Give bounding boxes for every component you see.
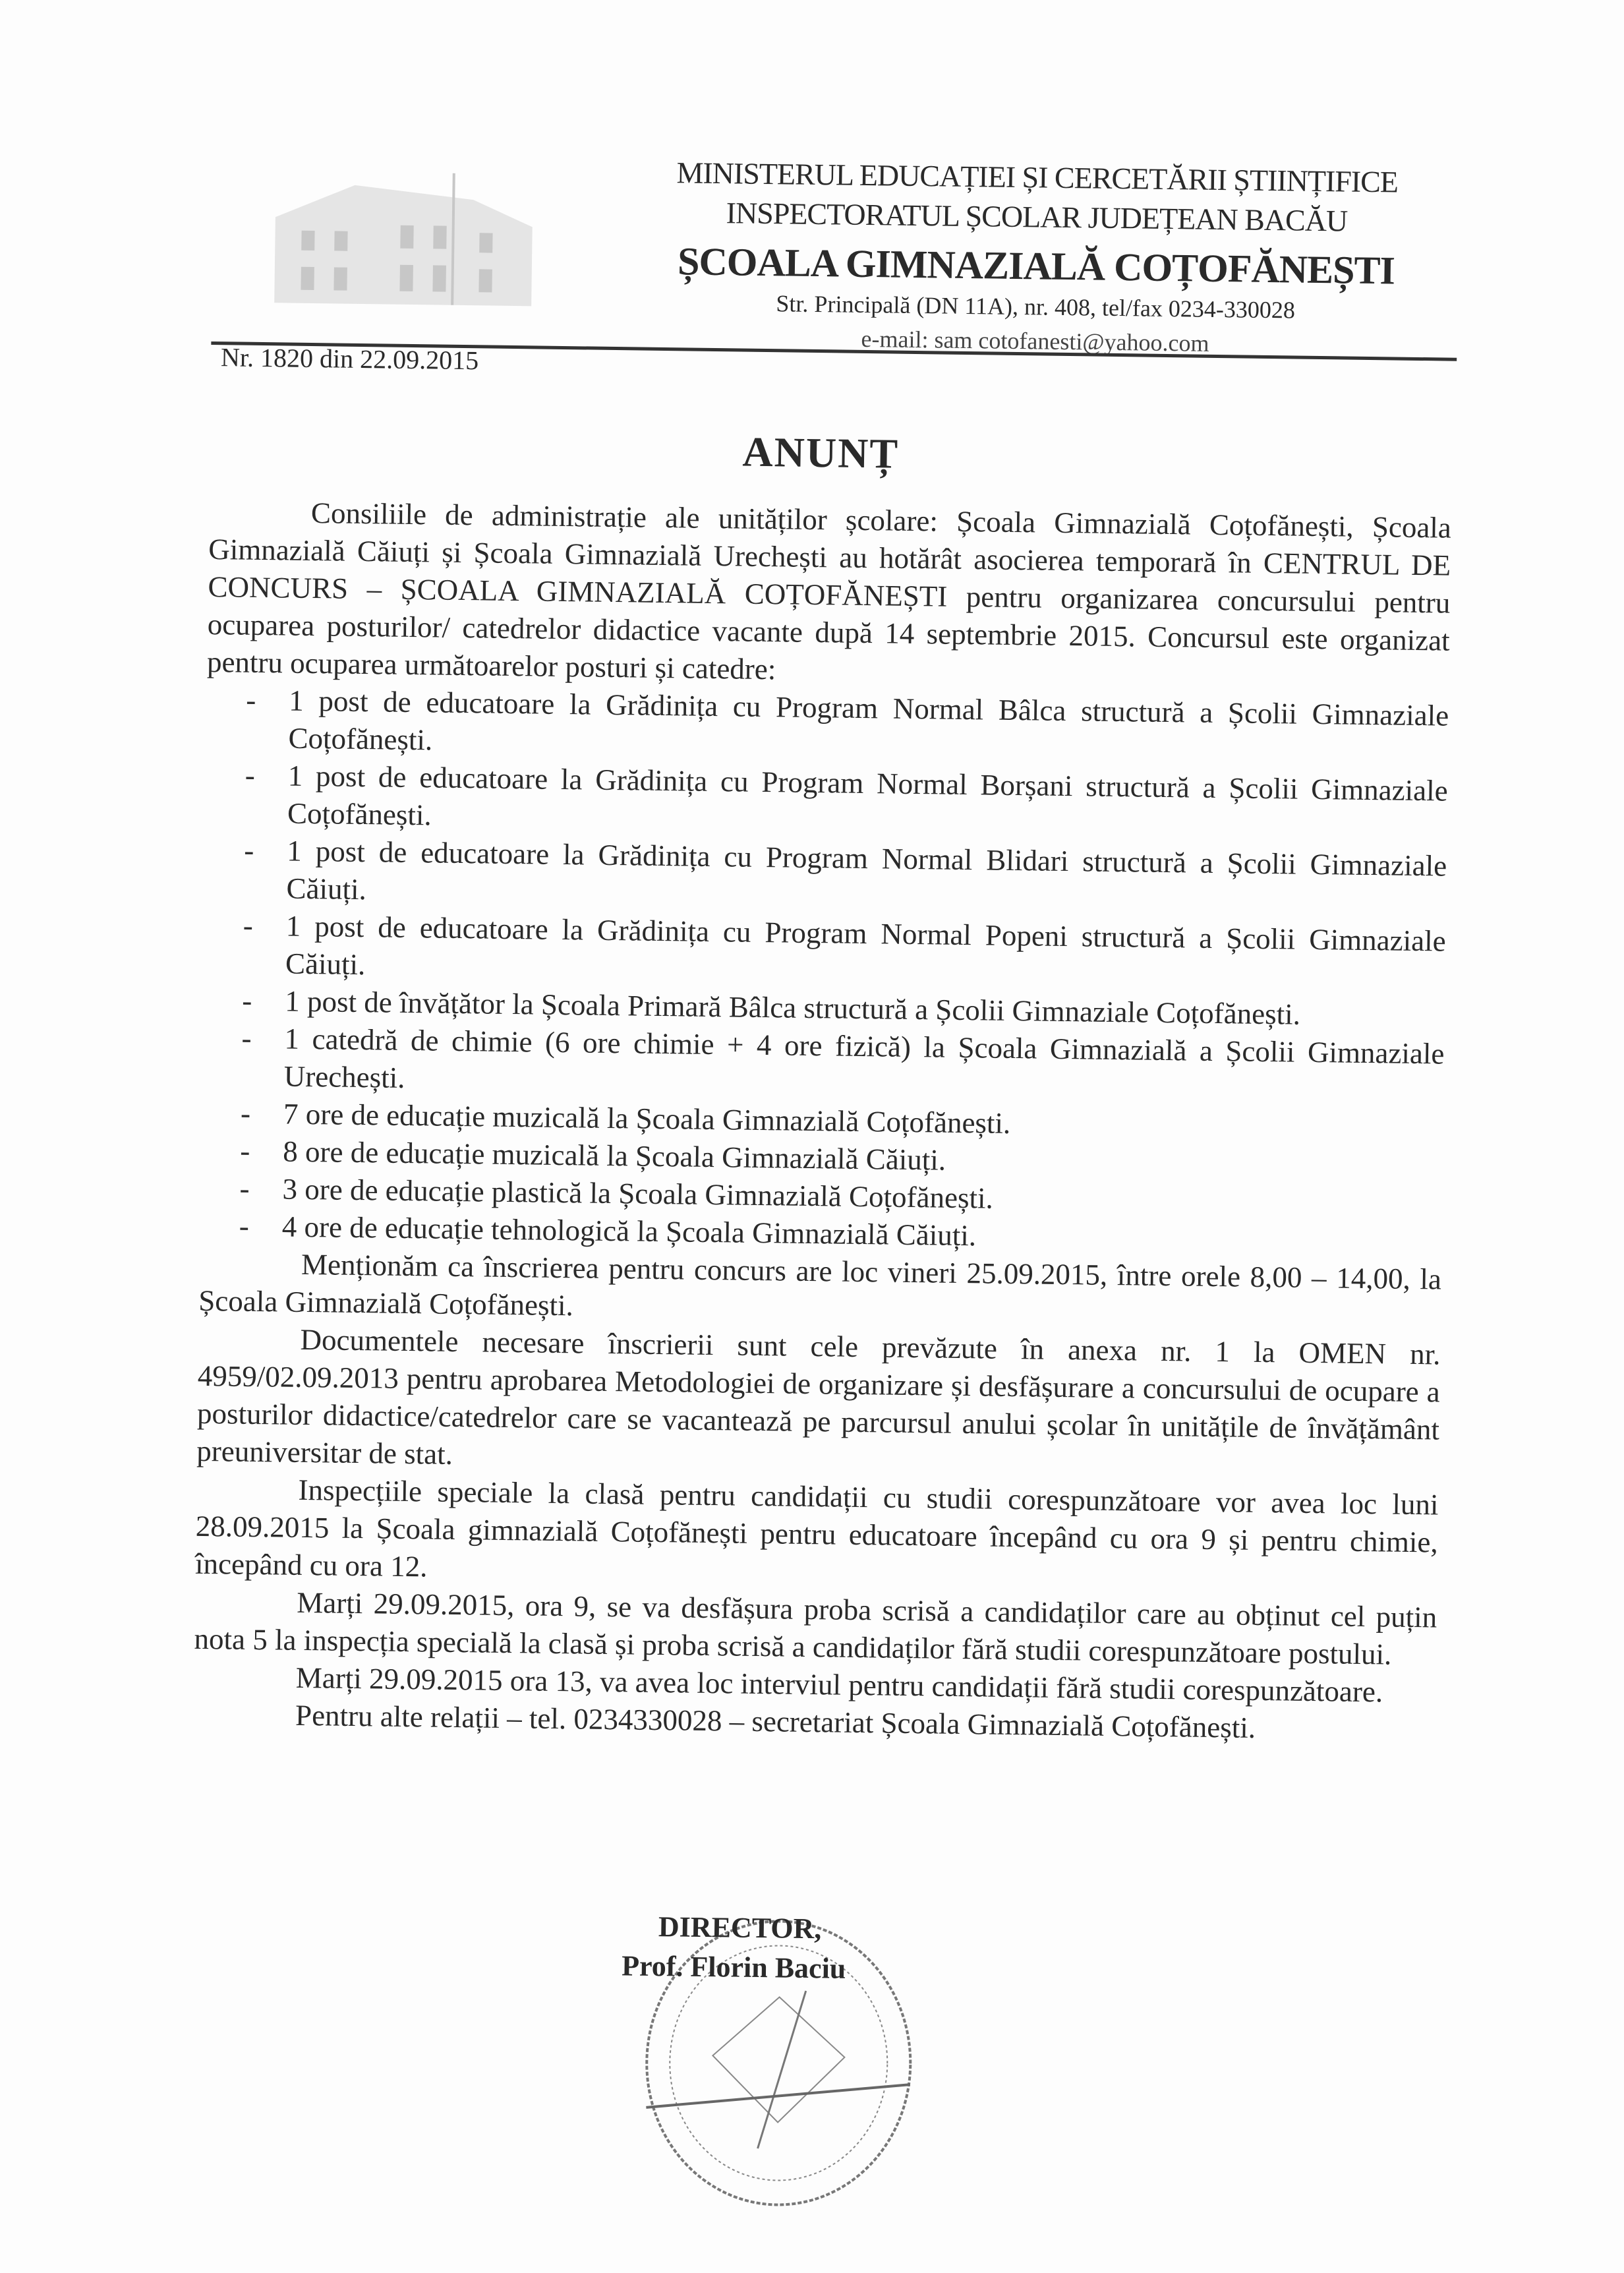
documents-paragraph: Documentele necesare înscrierii sunt cele prevăzute în anexa nr. 1 la OMEN nr. 4959/02.09.2013 pentru aprobarea Metodologiei de organizare și desfășurare a concursului de ocupare a posturilor didactice/catedrelor care se vacantează pe parcursul anului școlar în unitățile de învățământ preuniversitar de stat. <box>196 1322 1441 1471</box>
registration-paragraph: Menționăm ca înscrierea pentru concurs are loc vineri 25.09.2015, între orele 8,00 – 14,00, la Școala Gimnazială Coțofănești. <box>198 1247 1442 1322</box>
list-item: - 1 post de educatoare la Grădinița cu Program Normal Popeni structură a Școlii Gimnaziale Căiuți. <box>243 908 1446 982</box>
list-item: - 1 post de educatoare la Grădinița cu Program Normal Bâlca structură a Școlii Gimnaziale Coțofănești. <box>245 683 1449 757</box>
intro-paragraph: Consiliile de administrație ale unităților școlare: Școala Gimnazială Coțofănești, Școala Gimnazială Căiuți și Școala Gimnazială Urechești au hotărât asocierea temporară în CENTRUL DE CONCURS – ȘCOALA GIMNAZIALĂ COȚOFĂNEȘTI pentru organizarea concursului pentru ocuparea posturilor/ catedrelor didactice vacante după 14 septembrie 2015. Concursul este organizat pentru ocuparea următoarelor posturi și catedre: <box>206 496 1452 686</box>
signature-name: Prof. Florin Baciu <box>621 1949 846 1985</box>
positions-list <box>199 681 1449 1261</box>
list-item: - 1 post de educatoare la Grădinița cu Program Normal Blidari structură a Școlii Gimnaziale Căiuți. <box>243 833 1447 906</box>
ministry-name: MINISTERUL EDUCAȚIEI ȘI CERCETĂRII ȘTIINȚIFICE <box>676 156 1399 199</box>
school-name: ȘCOALA GIMNAZIALĂ COȚOFĂNEȘTI <box>677 239 1395 293</box>
inspections-paragraph: Inspecțiile speciale la clasă pentru candidații cu studii corespunzătoare vor avea loc luni 28.09.2015 la Școala gimnazială Coțofănești pentru educatoare începând cu ora 9 și pentru chimie, începând cu ora 12. <box>194 1473 1439 1583</box>
list-item: - 4 ore de educație tehnologică la Școala Gimnazială Căiuți. <box>239 1209 977 1253</box>
list-item: - 8 ore de educație muzicală la Școala Gimnazială Căiuți. <box>240 1134 946 1177</box>
list-item: - 7 ore de educație muzicală la Școala Gimnazială Coțofănești. <box>240 1096 1011 1140</box>
written-test-paragraph: Marți 29.09.2015, ora 9, se va desfășura proba scrisă a candidaților care au obținut cel puțin nota 5 la inspecția specială la clasă și proba scrisă a candidaților fără studii corespunzătoare postului. <box>194 1585 1437 1671</box>
list-item: - 3 ore de educație plastică la Școala Gimnazială Coțofănești. <box>239 1171 994 1215</box>
signature-role: DIRECTOR, <box>658 1910 822 1945</box>
announcement-body <box>193 493 1451 1750</box>
school-building-logo <box>254 158 546 313</box>
registration-number: Nr. 1820 din 22.09.2015 <box>220 342 479 376</box>
school-address: Str. Principală (DN 11A), nr. 408, tel/fax 0234-330028 <box>776 290 1296 324</box>
interview-paragraph: Marți 29.09.2015 ora 13, va avea loc interviul pentru candidații fără studii corespunzătoare. <box>295 1661 1383 1709</box>
inspectorate-name: INSPECTORATUL ȘCOLAR JUDEȚEAN BACĂU <box>726 196 1348 238</box>
list-item: - 1 post de educatoare la Grădinița cu Program Normal Borșani structură a Școlii Gimnaziale Coțofănești. <box>245 758 1448 832</box>
contact-paragraph: Pentru alte relații – tel. 0234330028 – secretariat Școala Gimnazială Coțofănești. <box>295 1698 1256 1744</box>
list-item: - 1 post de învățător la Școala Primară Bâlca structură a Școlii Gimnaziale Coțofănești. <box>241 984 1301 1031</box>
list-item: - 1 catedră de chimie (6 ore chimie + 4 ore fizică) la Școala Gimnazială a Școlii Gimnaziale Urechești. <box>241 1021 1445 1094</box>
school-email: e-mail: sam cotofanesti@yahoo.com <box>861 325 1209 357</box>
document-title: ANUNȚ <box>742 428 900 477</box>
